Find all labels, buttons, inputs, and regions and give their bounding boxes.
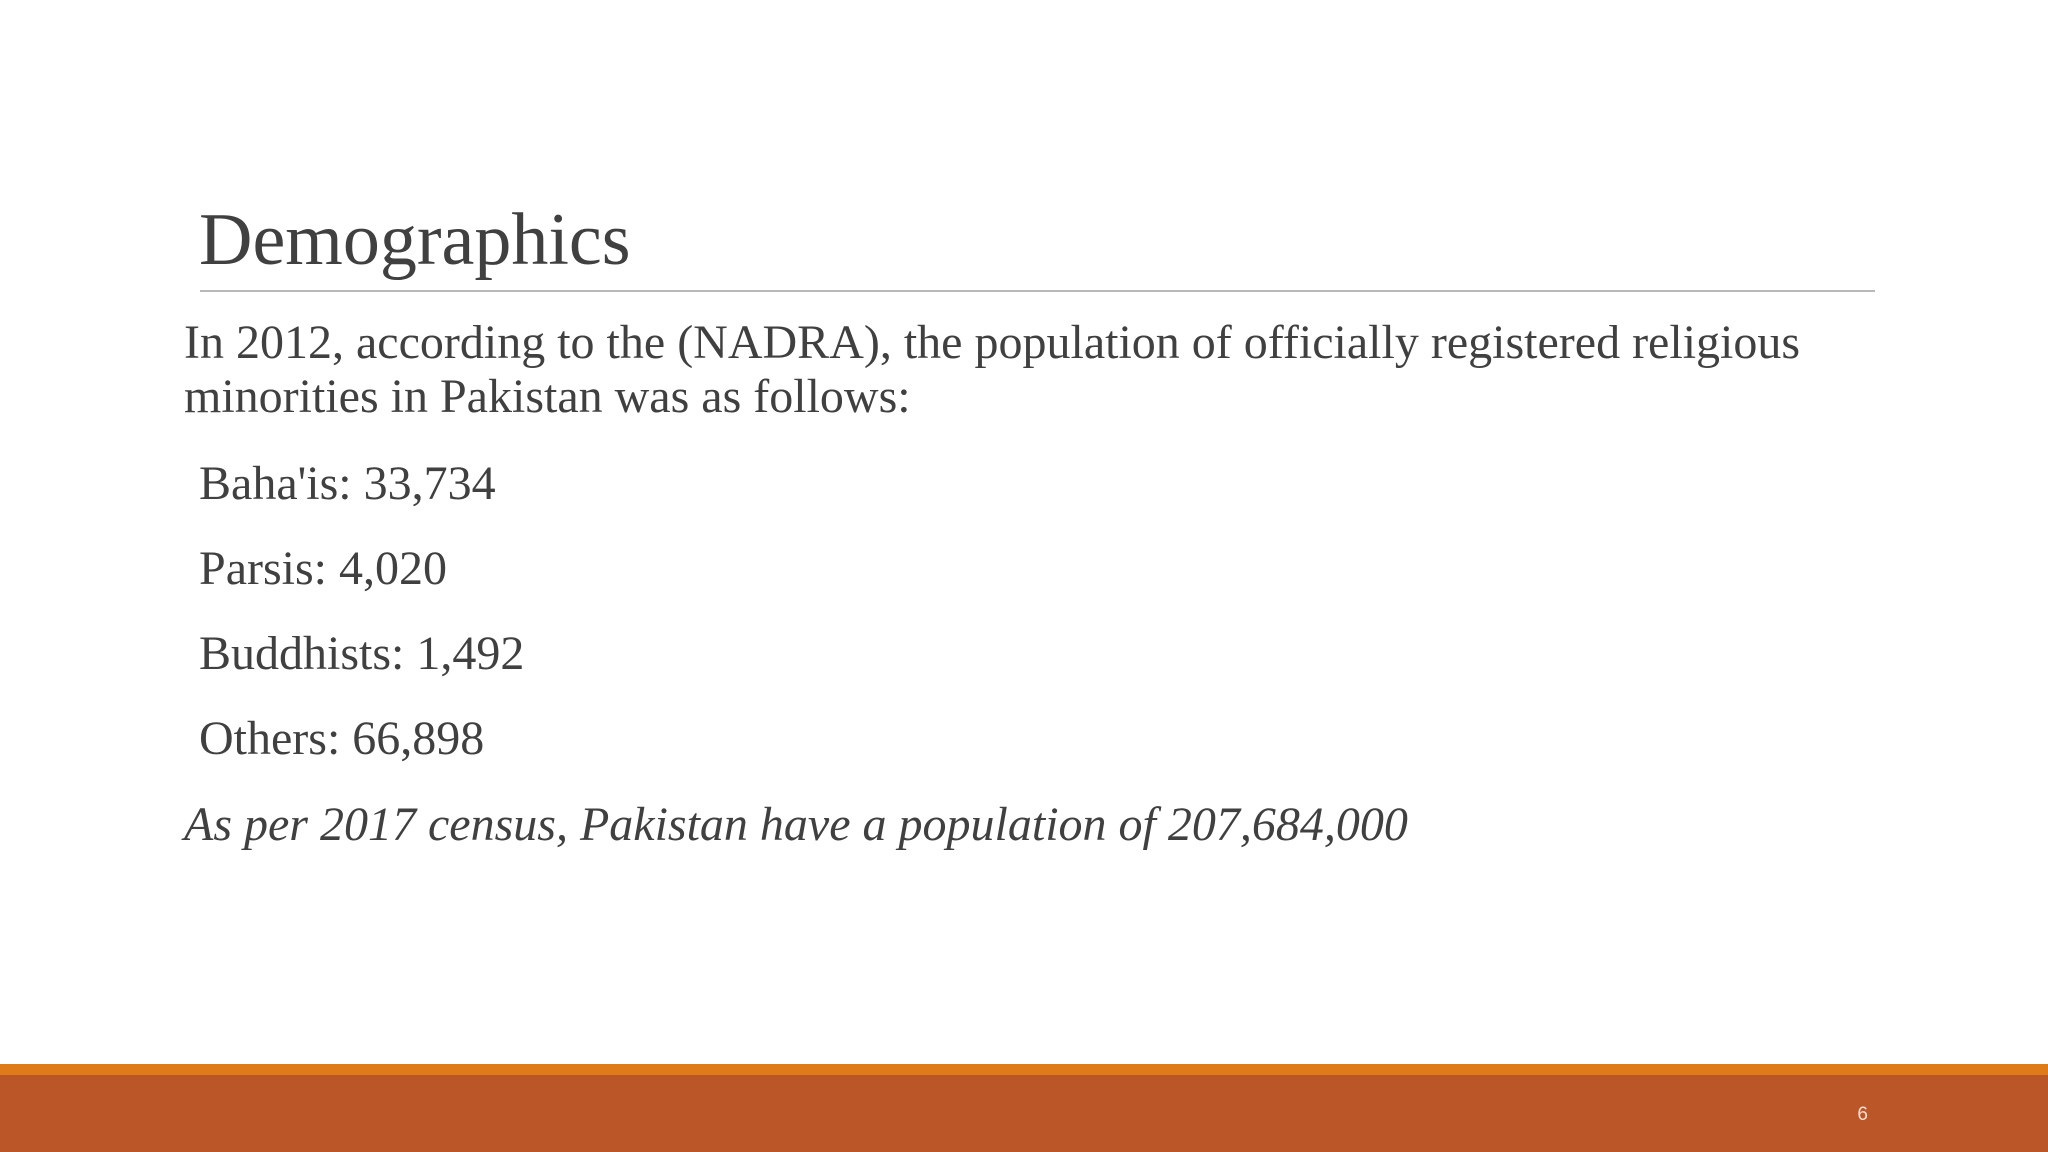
list-item-parsis: Parsis: 4,020 xyxy=(199,542,448,595)
slide-title: Demographics xyxy=(199,199,631,281)
list-item-others: Others: 66,898 xyxy=(199,712,485,765)
page-number: 6 xyxy=(1857,1104,1868,1125)
footer-accent-stripe xyxy=(0,1064,2048,1075)
title-divider xyxy=(200,290,1875,292)
list-item-buddhists: Buddhists: 1,492 xyxy=(199,627,525,680)
footer-band xyxy=(0,1075,2048,1152)
intro-paragraph: In 2012, according to the (NADRA), the population of officially registered religious minorities in Pakistan was as follows: xyxy=(184,316,1801,423)
census-note: As per 2017 census, Pakistan have a population of 207,684,000 xyxy=(184,798,1408,851)
list-item-bahais: Baha'is: 33,734 xyxy=(199,457,496,510)
